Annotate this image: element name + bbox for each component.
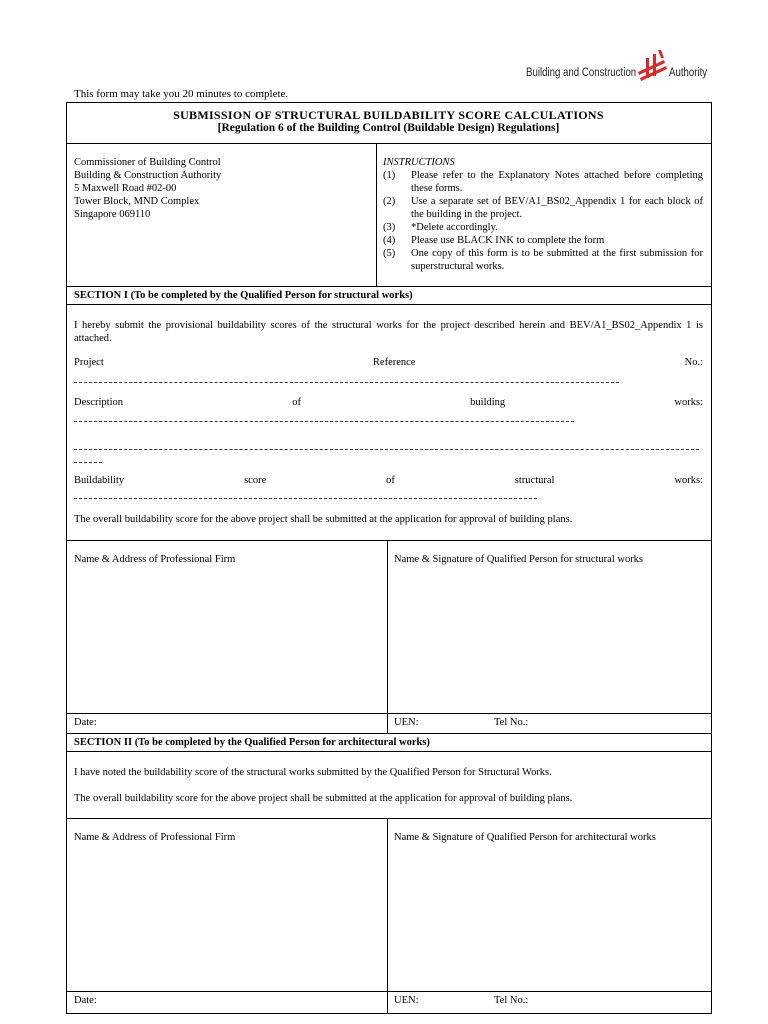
section1-note: The overall buildability score for the above project shall be submitted at the application for approval of building plans.	[74, 514, 573, 525]
description-field[interactable]	[74, 462, 102, 463]
address-line: Commissioner of Building Control	[74, 157, 221, 168]
section1-heading: SECTION I (To be completed by the Qualified Person for structural works)	[74, 290, 413, 301]
instruction-item	[383, 195, 703, 221]
description-field[interactable]	[74, 449, 699, 450]
address-line: 5 Maxwell Road #02-00	[74, 183, 177, 194]
instructions	[383, 156, 703, 273]
instruction-number: (2)	[383, 196, 396, 207]
instruction-text: One copy of this form is to be submitted at the first submission for superstructural works.	[411, 248, 703, 272]
divider	[66, 818, 712, 819]
section2-statement: I have noted the buildability score of the structural works submitted by the Qualified Person for Structural Works.	[74, 767, 552, 778]
address-line: Singapore 069110	[74, 209, 151, 220]
instruction-number: (4)	[383, 235, 396, 246]
word: building	[470, 397, 506, 408]
divider	[387, 541, 388, 733]
date-label: Date:	[74, 717, 97, 728]
buildability-score-line	[74, 475, 703, 486]
logo-text-left: Building and Construction	[526, 67, 637, 79]
divider	[376, 144, 377, 286]
divider	[66, 713, 712, 714]
project-reference-line	[74, 357, 703, 368]
word: Description	[74, 397, 123, 408]
instruction-text: Use a separate set of BEV/A1_BS02_Appendix 1 for each block of the building in the project.	[411, 196, 703, 220]
divider	[66, 751, 712, 752]
instruction-item	[383, 234, 703, 247]
instruction-number: (1)	[383, 170, 396, 181]
description-line	[74, 397, 703, 408]
divider	[66, 540, 712, 541]
buildability-score-field[interactable]	[74, 498, 537, 499]
divider	[66, 991, 712, 992]
form-title: SUBMISSION OF STRUCTURAL BUILDABILITY SCORE CALCULATIONS	[173, 108, 604, 122]
instruction-item	[383, 169, 703, 195]
authority-address	[74, 156, 221, 221]
address-line: Tower Block, MND Complex	[74, 196, 200, 207]
word: Buildability	[74, 475, 125, 486]
description-field[interactable]	[74, 421, 574, 422]
divider	[66, 304, 712, 305]
instruction-text: Please refer to the Explanatory Notes attached before completing these forms.	[411, 170, 703, 194]
project-reference-field[interactable]	[74, 382, 619, 383]
section2-heading: SECTION II (To be completed by the Qualified Person for architectural works)	[74, 737, 430, 748]
intro-text: This form may take you 20 minutes to complete.	[74, 88, 289, 100]
uen-label: UEN:	[394, 995, 419, 1006]
word: Reference	[372, 357, 416, 368]
address-line: Building & Construction Authority	[74, 170, 222, 181]
word: structural	[514, 475, 555, 486]
divider	[66, 733, 712, 734]
qp-structural-label: Name & Signature of Qualified Person for structural works	[394, 554, 644, 565]
word: of	[386, 475, 395, 486]
instructions-heading: INSTRUCTIONS	[383, 157, 455, 168]
instruction-item	[383, 247, 703, 273]
section2-note: The overall buildability score for the above project shall be submitted at the application for approval of building plans.	[74, 793, 573, 804]
qp-architectural-label: Name & Signature of Qualified Person for architectural works	[394, 832, 656, 843]
instruction-number: (3)	[383, 222, 396, 233]
instruction-text: Please use BLACK INK to complete the form	[411, 235, 605, 246]
word: works:	[674, 475, 703, 486]
word: works:	[674, 397, 703, 408]
date-label: Date:	[74, 995, 97, 1006]
word: Project	[74, 357, 104, 368]
instruction-number: (5)	[383, 248, 396, 259]
logo-text-right: Authority	[669, 67, 708, 79]
bca-logo	[526, 50, 712, 86]
form-subtitle: [Regulation 6 of the Building Control (Buildable Design) Regulations]	[217, 122, 560, 134]
word: of	[292, 397, 301, 408]
bca-mark-icon	[634, 50, 670, 84]
divider	[66, 286, 712, 287]
instruction-item	[383, 221, 703, 234]
word: score	[244, 475, 267, 486]
firm-label: Name & Address of Professional Firm	[74, 832, 236, 843]
divider	[387, 819, 388, 1013]
tel-label: Tel No.:	[494, 717, 529, 728]
section1-statement: I hereby submit the provisional buildability scores of the structural works for the project described herein and BEV/A1_BS02_Appendix 1 is attached.	[74, 320, 703, 344]
tel-label: Tel No.:	[494, 995, 529, 1006]
divider	[66, 143, 712, 144]
uen-label: UEN:	[394, 717, 419, 728]
instruction-text: *Delete accordingly.	[411, 222, 498, 233]
firm-label: Name & Address of Professional Firm	[74, 554, 236, 565]
word: No.:	[684, 357, 703, 368]
